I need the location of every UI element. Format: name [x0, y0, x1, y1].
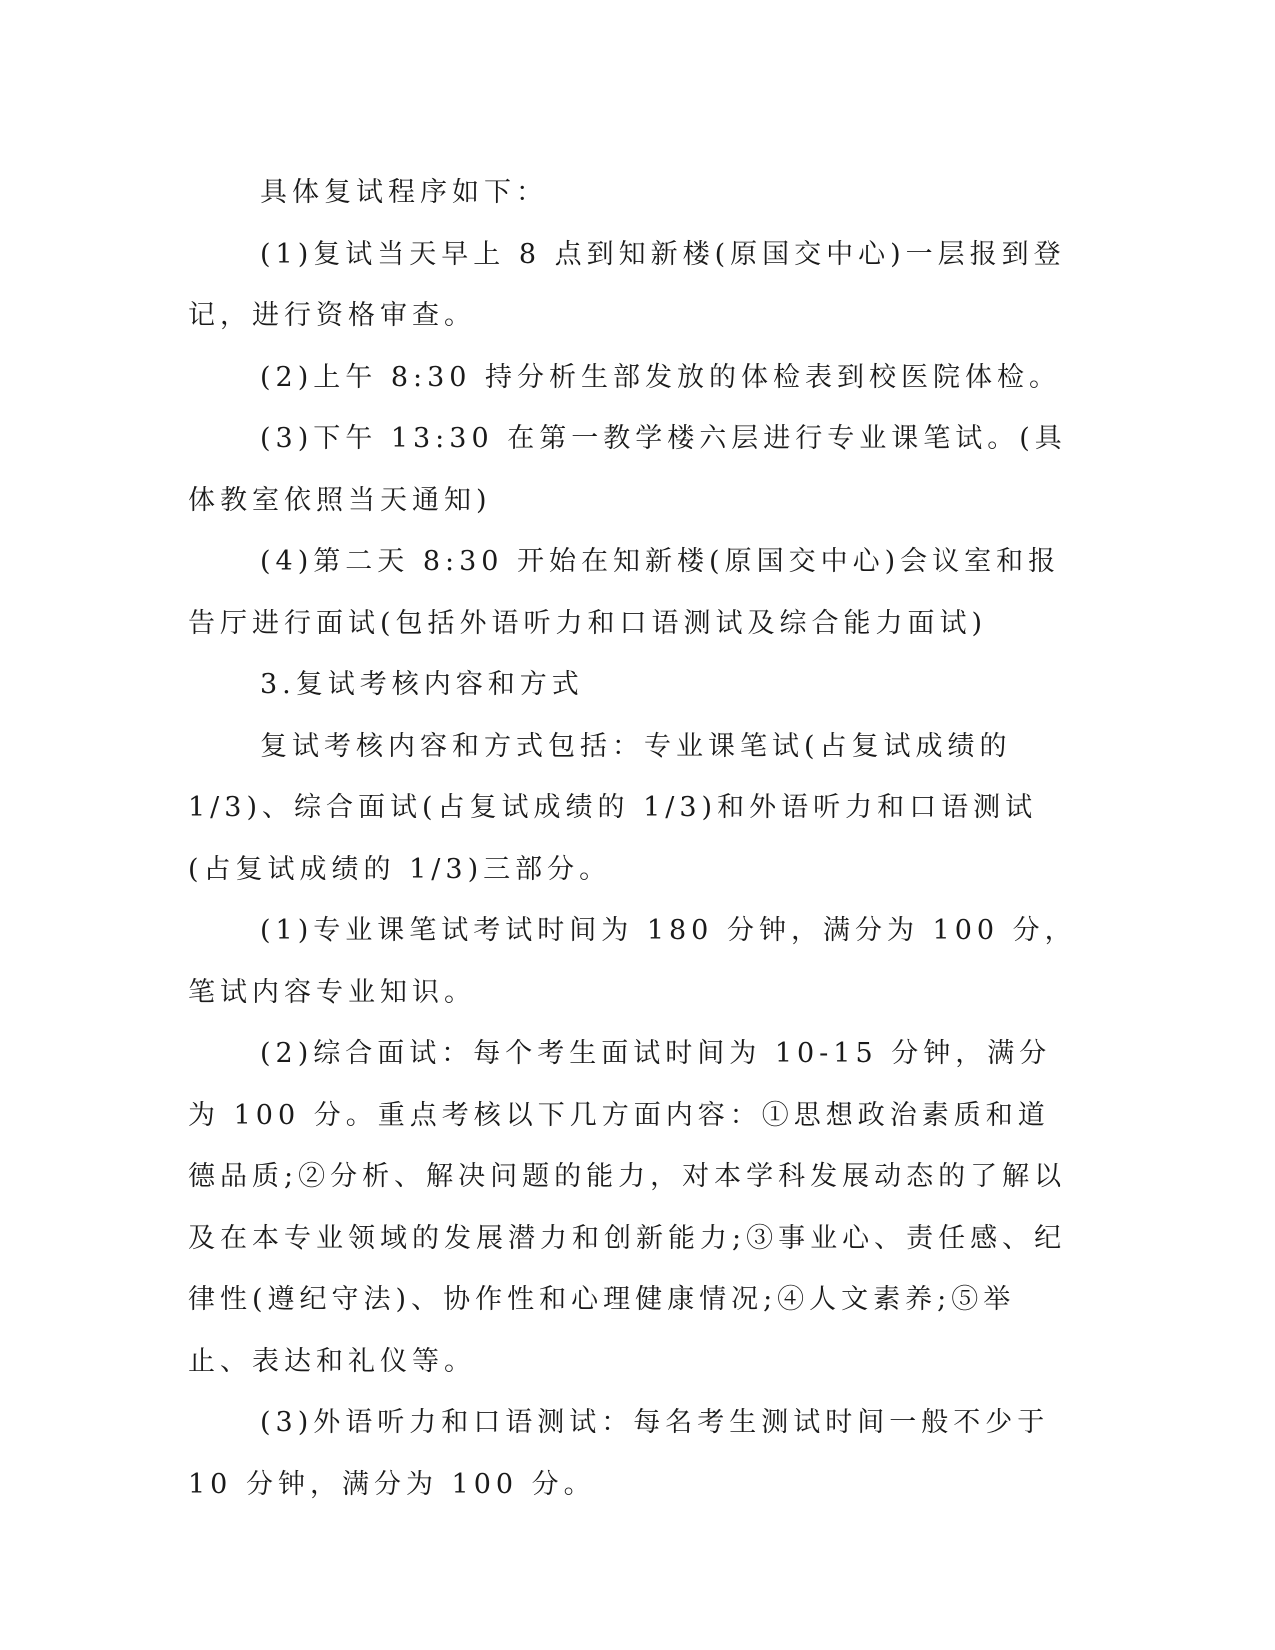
paragraph-item-3-language-test: (3)外语听力和口语测试：每名考生测试时间一般不少于 10 分钟，满分为 100 分。 [188, 1407, 1050, 1500]
paragraph-assessment-overview: 复试考核内容和方式包括：专业课笔试(占复试成绩的 1/3)、综合面试(占复试成绩的 1/3)和外语听力和口语测试(占复试成绩的 1/3)三部分。 [188, 730, 1038, 885]
paragraph-item-1-written-test: (1)专业课笔试考试时间为 180 分钟，满分为 100 分，笔试内容专业知识。 [188, 915, 1077, 1008]
paragraph-step-1-registration: (1)复试当天早上 8 点到知新楼(原国交中心)一层报到登记，进行资格审查。 [188, 238, 1066, 331]
paragraph-procedure-intro: 具体复试程序如下： [260, 177, 548, 208]
paragraph-step-2-medical-exam: (2)上午 8:30 持分析生部发放的体检表到校医院体检。 [260, 361, 1062, 393]
document-body [188, 162, 1078, 1515]
paragraph-step-4-interview: (4)第二天 8:30 开始在知新楼(原国交中心)会议室和报告厅进行面试(包括外语听力和口语测试及综合能力面试) [188, 546, 1061, 639]
paragraph-step-3-written-exam: (3)下午 13:30 在第一教学楼六层进行专业课笔试。(具体教室依照当天通知) [188, 423, 1067, 516]
paragraph-item-2-comprehensive-interview: (2)综合面试：每个考生面试时间为 10-15 分钟，满分为 100 分。重点考核以下几方面内容：①思想政治素质和道德品质;②分析、解决问题的能力，对本学科发展动态的了解以及在本专业领域的发展潜力和创新能力;③事业心、责任感、纪律性(遵纪守法)、协作性和心理健康情况;④人文素养;⑤举止、表达和礼仪等。 [188, 1038, 1067, 1377]
section-heading-assessment: 3.复试考核内容和方式 [260, 669, 584, 700]
